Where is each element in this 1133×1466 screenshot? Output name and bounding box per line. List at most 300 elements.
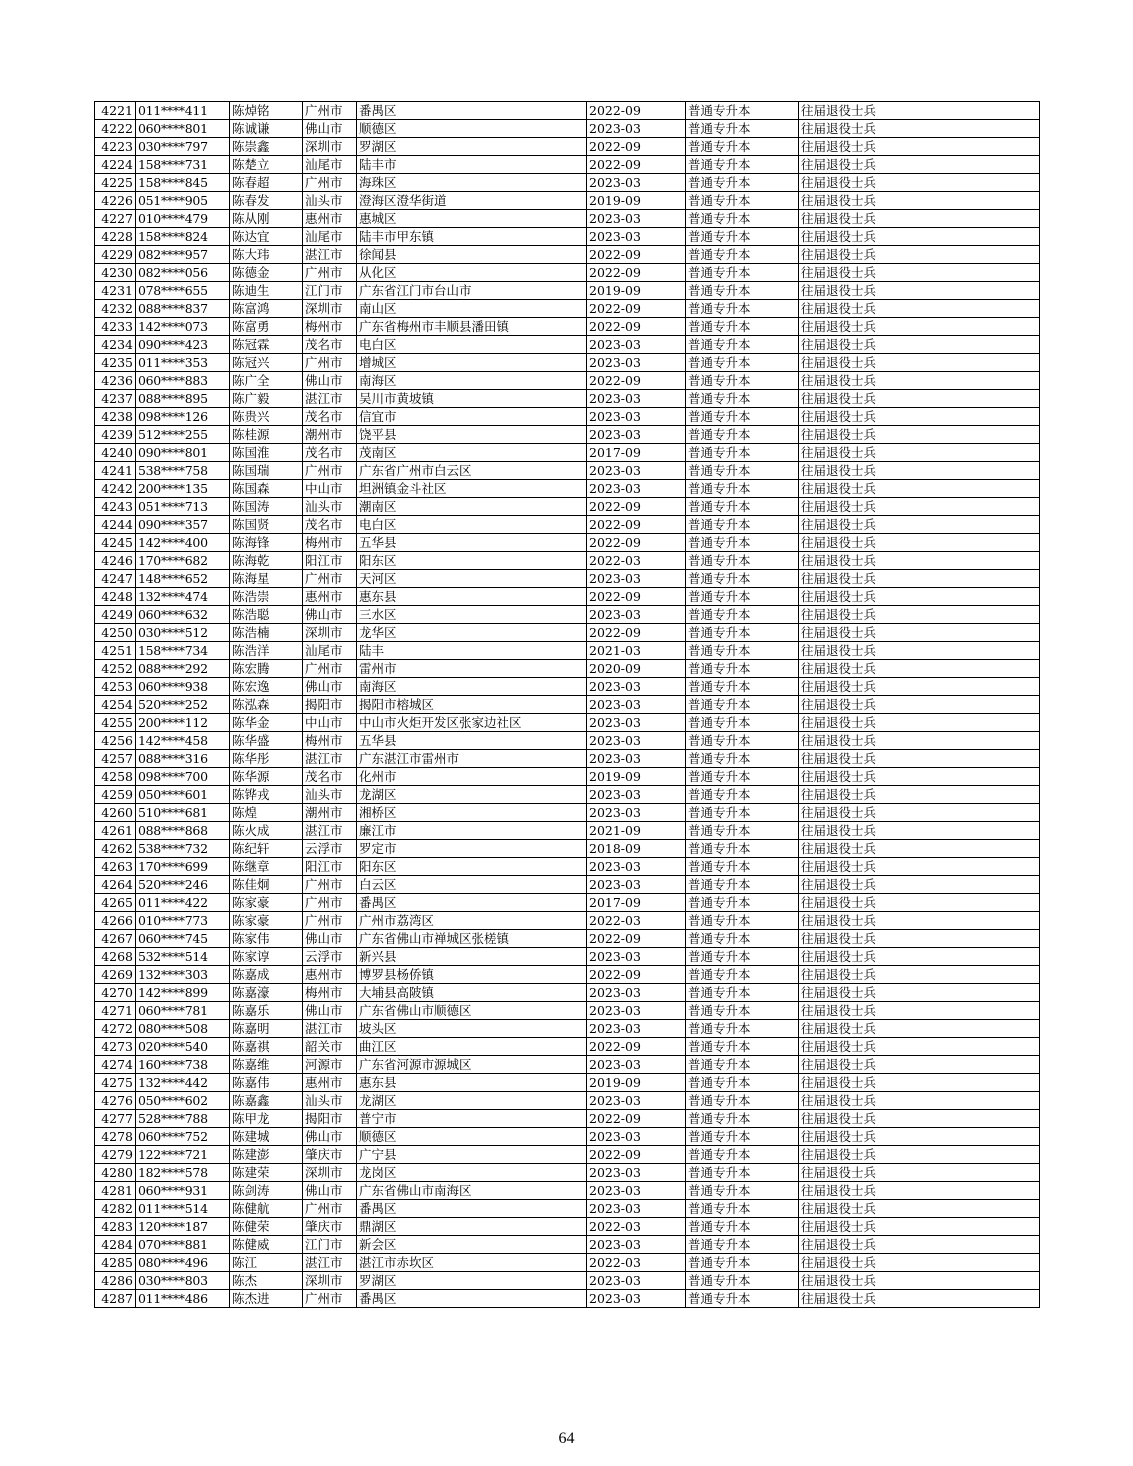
cell-category: 往届退役士兵 [799, 570, 1040, 588]
cell-name: 陈嘉乐 [230, 1002, 303, 1020]
cell-enroll-date: 2022-09 [587, 246, 686, 264]
cell-district: 广州市荔湾区 [357, 912, 587, 930]
table-row [95, 966, 1040, 984]
cell-record-number: 4223 [95, 138, 136, 156]
cell-enroll-date: 2023-03 [587, 984, 686, 1002]
table-row [95, 1236, 1040, 1254]
cell-name: 陈迪生 [230, 282, 303, 300]
cell-city: 江门市 [303, 282, 357, 300]
table-row [95, 570, 1040, 588]
table-row [95, 786, 1040, 804]
cell-record-number: 4224 [95, 156, 136, 174]
cell-category: 往届退役士兵 [799, 210, 1040, 228]
cell-district: 电白区 [357, 516, 587, 534]
cell-exam-type: 普通专升本 [686, 858, 799, 876]
cell-enroll-date: 2023-03 [587, 750, 686, 768]
cell-record-number: 4225 [95, 174, 136, 192]
cell-exam-id: 528****788 [136, 1110, 230, 1128]
cell-category: 往届退役士兵 [799, 786, 1040, 804]
cell-record-number: 4277 [95, 1110, 136, 1128]
cell-category: 往届退役士兵 [799, 642, 1040, 660]
cell-record-number: 4259 [95, 786, 136, 804]
cell-record-number: 4226 [95, 192, 136, 210]
cell-exam-id: 030****803 [136, 1272, 230, 1290]
cell-exam-id: 051****713 [136, 498, 230, 516]
cell-name: 陈火成 [230, 822, 303, 840]
cell-record-number: 4261 [95, 822, 136, 840]
table-row [95, 336, 1040, 354]
cell-category: 往届退役士兵 [799, 552, 1040, 570]
table-row [95, 282, 1040, 300]
cell-exam-type: 普通专升本 [686, 966, 799, 984]
cell-exam-type: 普通专升本 [686, 480, 799, 498]
cell-name: 陈继章 [230, 858, 303, 876]
table-row [95, 948, 1040, 966]
cell-record-number: 4265 [95, 894, 136, 912]
cell-exam-type: 普通专升本 [686, 300, 799, 318]
cell-exam-id: 512****255 [136, 426, 230, 444]
cell-exam-id: 088****292 [136, 660, 230, 678]
cell-record-number: 4238 [95, 408, 136, 426]
cell-record-number: 4246 [95, 552, 136, 570]
cell-city: 茂名市 [303, 444, 357, 462]
cell-enroll-date: 2023-03 [587, 390, 686, 408]
cell-record-number: 4283 [95, 1218, 136, 1236]
cell-district: 龙湖区 [357, 1092, 587, 1110]
cell-exam-type: 普通专升本 [686, 624, 799, 642]
cell-city: 中山市 [303, 714, 357, 732]
cell-enroll-date: 2023-03 [587, 696, 686, 714]
cell-district: 顺德区 [357, 1128, 587, 1146]
cell-exam-type: 普通专升本 [686, 1254, 799, 1272]
cell-exam-type: 普通专升本 [686, 840, 799, 858]
cell-city: 揭阳市 [303, 1110, 357, 1128]
cell-district: 惠东县 [357, 588, 587, 606]
cell-category: 往届退役士兵 [799, 966, 1040, 984]
cell-record-number: 4245 [95, 534, 136, 552]
cell-district: 大埔县高陂镇 [357, 984, 587, 1002]
cell-city: 广州市 [303, 174, 357, 192]
cell-city: 广州市 [303, 660, 357, 678]
cell-category: 往届退役士兵 [799, 822, 1040, 840]
table-row [95, 1110, 1040, 1128]
cell-exam-id: 060****883 [136, 372, 230, 390]
cell-district: 曲江区 [357, 1038, 587, 1056]
cell-exam-id: 060****931 [136, 1182, 230, 1200]
cell-enroll-date: 2022-09 [587, 498, 686, 516]
cell-enroll-date: 2019-09 [587, 1074, 686, 1092]
cell-category: 往届退役士兵 [799, 840, 1040, 858]
cell-name: 陈家豪 [230, 912, 303, 930]
cell-district: 广东省佛山市顺德区 [357, 1002, 587, 1020]
cell-district: 番禺区 [357, 102, 587, 120]
cell-district: 陆丰市 [357, 156, 587, 174]
table-row [95, 210, 1040, 228]
cell-district: 罗湖区 [357, 138, 587, 156]
cell-exam-type: 普通专升本 [686, 1164, 799, 1182]
cell-district: 吴川市黄坡镇 [357, 390, 587, 408]
cell-category: 往届退役士兵 [799, 372, 1040, 390]
cell-exam-id: 011****411 [136, 102, 230, 120]
cell-record-number: 4221 [95, 102, 136, 120]
cell-exam-id: 070****881 [136, 1236, 230, 1254]
cell-city: 汕头市 [303, 498, 357, 516]
cell-city: 佛山市 [303, 678, 357, 696]
table-row [95, 1146, 1040, 1164]
cell-record-number: 4235 [95, 354, 136, 372]
cell-name: 陈宏逸 [230, 678, 303, 696]
cell-category: 往届退役士兵 [799, 1254, 1040, 1272]
cell-city: 茂名市 [303, 336, 357, 354]
cell-name: 陈焯铭 [230, 102, 303, 120]
cell-exam-type: 普通专升本 [686, 894, 799, 912]
cell-district: 广东省广州市白云区 [357, 462, 587, 480]
cell-exam-type: 普通专升本 [686, 102, 799, 120]
cell-enroll-date: 2023-03 [587, 714, 686, 732]
cell-exam-type: 普通专升本 [686, 660, 799, 678]
cell-name: 陈华金 [230, 714, 303, 732]
cell-district: 信宜市 [357, 408, 587, 426]
cell-name: 陈家伟 [230, 930, 303, 948]
cell-district: 中山市火炬开发区张家边社区 [357, 714, 587, 732]
cell-record-number: 4237 [95, 390, 136, 408]
cell-city: 肇庆市 [303, 1218, 357, 1236]
cell-record-number: 4250 [95, 624, 136, 642]
cell-record-number: 4249 [95, 606, 136, 624]
cell-exam-id: 082****056 [136, 264, 230, 282]
table-row [95, 516, 1040, 534]
cell-name: 陈国瑞 [230, 462, 303, 480]
table-row [95, 606, 1040, 624]
cell-district: 五华县 [357, 732, 587, 750]
cell-exam-type: 普通专升本 [686, 156, 799, 174]
table-row [95, 426, 1040, 444]
cell-exam-type: 普通专升本 [686, 696, 799, 714]
cell-category: 往届退役士兵 [799, 894, 1040, 912]
cell-city: 茂名市 [303, 768, 357, 786]
cell-exam-type: 普通专升本 [686, 192, 799, 210]
cell-enroll-date: 2023-03 [587, 1272, 686, 1290]
cell-exam-id: 030****797 [136, 138, 230, 156]
cell-exam-id: 020****540 [136, 1038, 230, 1056]
cell-name: 陈嘉维 [230, 1056, 303, 1074]
cell-category: 往届退役士兵 [799, 192, 1040, 210]
cell-category: 往届退役士兵 [799, 1038, 1040, 1056]
cell-enroll-date: 2023-03 [587, 1002, 686, 1020]
cell-record-number: 4228 [95, 228, 136, 246]
table-row [95, 390, 1040, 408]
cell-city: 深圳市 [303, 138, 357, 156]
cell-category: 往届退役士兵 [799, 984, 1040, 1002]
table-row [95, 408, 1040, 426]
cell-record-number: 4247 [95, 570, 136, 588]
cell-exam-id: 142****400 [136, 534, 230, 552]
cell-exam-type: 普通专升本 [686, 732, 799, 750]
table-row [95, 714, 1040, 732]
cell-name: 陈嘉鑫 [230, 1092, 303, 1110]
cell-city: 湛江市 [303, 246, 357, 264]
cell-city: 佛山市 [303, 1128, 357, 1146]
cell-name: 陈富勇 [230, 318, 303, 336]
cell-exam-type: 普通专升本 [686, 786, 799, 804]
cell-exam-id: 200****112 [136, 714, 230, 732]
cell-record-number: 4243 [95, 498, 136, 516]
cell-enroll-date: 2023-03 [587, 606, 686, 624]
cell-record-number: 4282 [95, 1200, 136, 1218]
cell-enroll-date: 2023-03 [587, 228, 686, 246]
cell-category: 往届退役士兵 [799, 714, 1040, 732]
cell-district: 廉江市 [357, 822, 587, 840]
cell-enroll-date: 2022-09 [587, 1038, 686, 1056]
cell-name: 陈桂源 [230, 426, 303, 444]
cell-district: 饶平县 [357, 426, 587, 444]
cell-enroll-date: 2023-03 [587, 462, 686, 480]
cell-name: 陈宏腾 [230, 660, 303, 678]
cell-city: 广州市 [303, 264, 357, 282]
cell-district: 广东省佛山市南海区 [357, 1182, 587, 1200]
cell-district: 南海区 [357, 678, 587, 696]
cell-district: 海珠区 [357, 174, 587, 192]
table-row [95, 156, 1040, 174]
cell-city: 广州市 [303, 912, 357, 930]
cell-record-number: 4266 [95, 912, 136, 930]
table-row [95, 102, 1040, 120]
cell-category: 往届退役士兵 [799, 426, 1040, 444]
cell-exam-type: 普通专升本 [686, 768, 799, 786]
cell-exam-id: 170****682 [136, 552, 230, 570]
cell-city: 广州市 [303, 570, 357, 588]
cell-enroll-date: 2017-09 [587, 894, 686, 912]
table-row [95, 138, 1040, 156]
cell-exam-id: 182****578 [136, 1164, 230, 1182]
cell-exam-type: 普通专升本 [686, 642, 799, 660]
cell-record-number: 4285 [95, 1254, 136, 1272]
cell-district: 鼎湖区 [357, 1218, 587, 1236]
cell-district: 南山区 [357, 300, 587, 318]
cell-enroll-date: 2022-09 [587, 534, 686, 552]
cell-exam-id: 158****824 [136, 228, 230, 246]
table-row [95, 228, 1040, 246]
cell-city: 梅州市 [303, 534, 357, 552]
cell-district: 广宁县 [357, 1146, 587, 1164]
cell-exam-id: 088****837 [136, 300, 230, 318]
cell-name: 陈建城 [230, 1128, 303, 1146]
cell-city: 汕尾市 [303, 642, 357, 660]
cell-city: 湛江市 [303, 1020, 357, 1038]
cell-exam-type: 普通专升本 [686, 210, 799, 228]
cell-exam-type: 普通专升本 [686, 138, 799, 156]
table-row [95, 876, 1040, 894]
cell-category: 往届退役士兵 [799, 732, 1040, 750]
cell-enroll-date: 2022-09 [587, 138, 686, 156]
cell-exam-type: 普通专升本 [686, 876, 799, 894]
cell-exam-id: 158****845 [136, 174, 230, 192]
cell-name: 陈广毅 [230, 390, 303, 408]
table-row [95, 1020, 1040, 1038]
cell-name: 陈煌 [230, 804, 303, 822]
cell-name: 陈楚立 [230, 156, 303, 174]
cell-record-number: 4232 [95, 300, 136, 318]
cell-district: 天河区 [357, 570, 587, 588]
cell-enroll-date: 2022-09 [587, 516, 686, 534]
cell-enroll-date: 2023-03 [587, 732, 686, 750]
cell-category: 往届退役士兵 [799, 534, 1040, 552]
cell-record-number: 4256 [95, 732, 136, 750]
cell-exam-id: 082****957 [136, 246, 230, 264]
table-row [95, 444, 1040, 462]
cell-record-number: 4262 [95, 840, 136, 858]
cell-enroll-date: 2022-09 [587, 624, 686, 642]
cell-category: 往届退役士兵 [799, 480, 1040, 498]
cell-district: 阳东区 [357, 858, 587, 876]
cell-record-number: 4273 [95, 1038, 136, 1056]
cell-exam-id: 088****868 [136, 822, 230, 840]
cell-exam-type: 普通专升本 [686, 534, 799, 552]
cell-enroll-date: 2023-03 [587, 876, 686, 894]
cell-name: 陈德金 [230, 264, 303, 282]
cell-exam-type: 普通专升本 [686, 1020, 799, 1038]
cell-enroll-date: 2023-03 [587, 1020, 686, 1038]
cell-district: 湛江市赤坎区 [357, 1254, 587, 1272]
cell-enroll-date: 2019-09 [587, 282, 686, 300]
table-row [95, 840, 1040, 858]
table-row [95, 552, 1040, 570]
cell-record-number: 4230 [95, 264, 136, 282]
cell-record-number: 4267 [95, 930, 136, 948]
cell-name: 陈江 [230, 1254, 303, 1272]
cell-name: 陈嘉成 [230, 966, 303, 984]
cell-enroll-date: 2022-09 [587, 588, 686, 606]
cell-category: 往届退役士兵 [799, 138, 1040, 156]
cell-exam-type: 普通专升本 [686, 174, 799, 192]
cell-record-number: 4272 [95, 1020, 136, 1038]
cell-record-number: 4234 [95, 336, 136, 354]
cell-city: 广州市 [303, 1290, 357, 1308]
cell-exam-id: 538****732 [136, 840, 230, 858]
cell-district: 龙岗区 [357, 1164, 587, 1182]
cell-city: 佛山市 [303, 930, 357, 948]
cell-city: 湛江市 [303, 1254, 357, 1272]
cell-city: 湛江市 [303, 390, 357, 408]
table-row [95, 1164, 1040, 1182]
cell-enroll-date: 2023-03 [587, 1200, 686, 1218]
cell-enroll-date: 2022-09 [587, 966, 686, 984]
cell-enroll-date: 2023-03 [587, 1092, 686, 1110]
cell-district: 广东省佛山市禅城区张槎镇 [357, 930, 587, 948]
cell-category: 往届退役士兵 [799, 930, 1040, 948]
cell-exam-id: 122****721 [136, 1146, 230, 1164]
table-row [95, 696, 1040, 714]
cell-city: 揭阳市 [303, 696, 357, 714]
cell-city: 惠州市 [303, 1074, 357, 1092]
cell-record-number: 4258 [95, 768, 136, 786]
cell-record-number: 4253 [95, 678, 136, 696]
cell-record-number: 4286 [95, 1272, 136, 1290]
cell-record-number: 4240 [95, 444, 136, 462]
cell-district: 惠城区 [357, 210, 587, 228]
cell-city: 广州市 [303, 894, 357, 912]
cell-name: 陈富鸿 [230, 300, 303, 318]
cell-enroll-date: 2023-03 [587, 858, 686, 876]
cell-exam-type: 普通专升本 [686, 822, 799, 840]
cell-enroll-date: 2023-03 [587, 120, 686, 138]
table-row [95, 1200, 1040, 1218]
cell-exam-type: 普通专升本 [686, 246, 799, 264]
cell-enroll-date: 2019-09 [587, 768, 686, 786]
table-row [95, 732, 1040, 750]
cell-name: 陈纪轩 [230, 840, 303, 858]
cell-district: 普宁市 [357, 1110, 587, 1128]
cell-city: 湛江市 [303, 750, 357, 768]
cell-exam-id: 051****905 [136, 192, 230, 210]
cell-exam-id: 060****781 [136, 1002, 230, 1020]
cell-enroll-date: 2022-03 [587, 552, 686, 570]
table-row [95, 1254, 1040, 1272]
cell-enroll-date: 2023-03 [587, 678, 686, 696]
cell-name: 陈杰进 [230, 1290, 303, 1308]
cell-district: 徐闻县 [357, 246, 587, 264]
cell-enroll-date: 2022-03 [587, 912, 686, 930]
cell-name: 陈嘉伟 [230, 1074, 303, 1092]
cell-enroll-date: 2023-03 [587, 1182, 686, 1200]
cell-city: 河源市 [303, 1056, 357, 1074]
table-row [95, 120, 1040, 138]
cell-exam-type: 普通专升本 [686, 678, 799, 696]
cell-district: 坦洲镇金斗社区 [357, 480, 587, 498]
cell-exam-id: 060****745 [136, 930, 230, 948]
table-row [95, 192, 1040, 210]
cell-city: 深圳市 [303, 300, 357, 318]
cell-exam-type: 普通专升本 [686, 1236, 799, 1254]
cell-exam-id: 010****773 [136, 912, 230, 930]
cell-record-number: 4231 [95, 282, 136, 300]
table-row [95, 624, 1040, 642]
table-row [95, 480, 1040, 498]
cell-district: 从化区 [357, 264, 587, 282]
cell-district: 澄海区澄华街道 [357, 192, 587, 210]
cell-record-number: 4239 [95, 426, 136, 444]
cell-district: 广东省江门市台山市 [357, 282, 587, 300]
cell-exam-id: 158****734 [136, 642, 230, 660]
cell-exam-id: 132****303 [136, 966, 230, 984]
cell-exam-id: 538****758 [136, 462, 230, 480]
cell-city: 云浮市 [303, 840, 357, 858]
roster-table [94, 101, 1040, 1308]
table-row [95, 1272, 1040, 1290]
cell-category: 往届退役士兵 [799, 156, 1040, 174]
cell-record-number: 4252 [95, 660, 136, 678]
cell-record-number: 4268 [95, 948, 136, 966]
cell-exam-type: 普通专升本 [686, 444, 799, 462]
cell-district: 番禺区 [357, 894, 587, 912]
cell-enroll-date: 2023-03 [587, 1164, 686, 1182]
table-row [95, 1056, 1040, 1074]
cell-city: 广州市 [303, 462, 357, 480]
cell-district: 新兴县 [357, 948, 587, 966]
cell-exam-id: 142****073 [136, 318, 230, 336]
cell-city: 梅州市 [303, 318, 357, 336]
cell-name: 陈浩楠 [230, 624, 303, 642]
cell-category: 往届退役士兵 [799, 408, 1040, 426]
cell-exam-id: 088****895 [136, 390, 230, 408]
cell-district: 化州市 [357, 768, 587, 786]
cell-exam-id: 030****512 [136, 624, 230, 642]
cell-name: 陈冠霖 [230, 336, 303, 354]
cell-name: 陈春发 [230, 192, 303, 210]
cell-city: 湛江市 [303, 822, 357, 840]
cell-category: 往届退役士兵 [799, 228, 1040, 246]
cell-enroll-date: 2023-03 [587, 1128, 686, 1146]
